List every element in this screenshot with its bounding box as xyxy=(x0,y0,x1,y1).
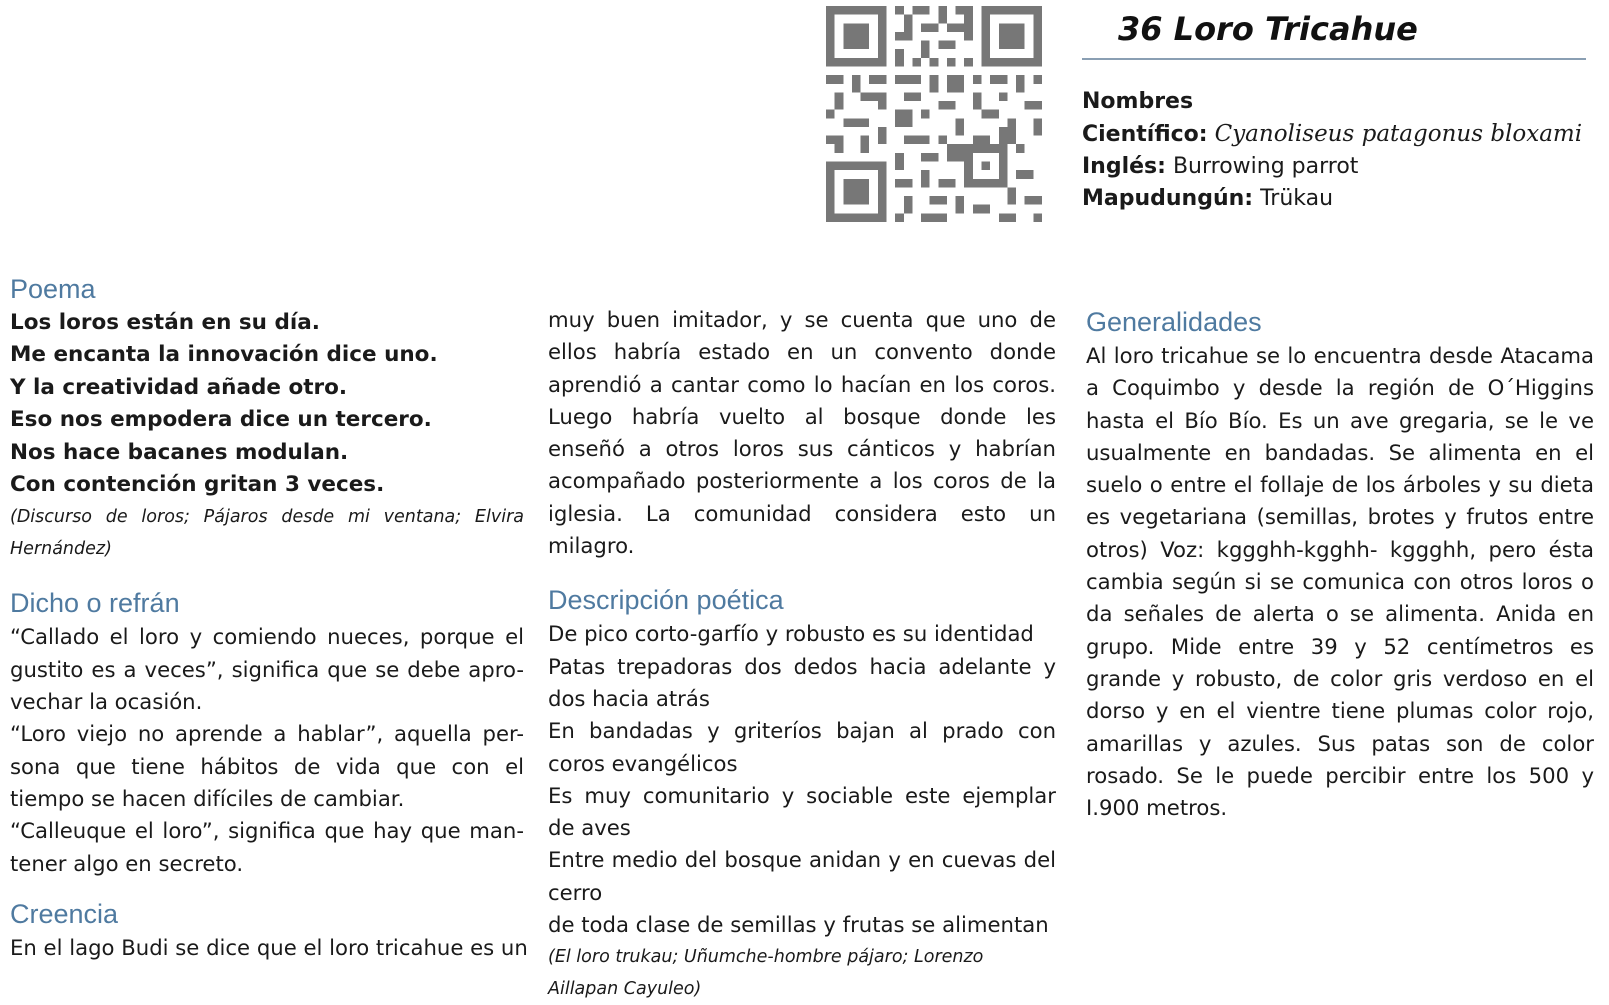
descripcion-line: Es muy comunitario y sociable este ejemplar de aves xyxy=(548,782,1056,841)
descripcion-line: De pico corto-garfío y robusto es su identidad xyxy=(548,621,1034,647)
english-name: Burrowing parrot xyxy=(1172,154,1359,179)
creencia-text-continued: muy buen imitador, y se cuenta que uno de ellos habría estado en un convento donde aprendió a cantar como lo hacían en los coros. Luego habría vuelto al bosque donde les enseñó a otros loros sus cánticos y habrían acompañado posteriormente a los coros de la iglesia. La comunidad considera esto un milagro. xyxy=(548,307,1056,559)
poem-line: Nos hace bacanes modulan. xyxy=(10,439,349,465)
descripcion-line: Entre medio del bosque anidan y en cuevas del cerro xyxy=(548,847,1056,905)
dicho-heading: Dicho o refrán xyxy=(10,588,180,619)
poem-line: Con contención gritan 3 veces. xyxy=(10,472,385,498)
descripcion-line: de toda clase de semillas y frutas se alimentan xyxy=(548,912,1049,938)
scientific-label: Científico: xyxy=(1082,122,1208,147)
descripcion-credit: (El loro trukau; Uñumche-hombre pájaro; Lorenzo Aillapan Cayuleo) xyxy=(548,947,984,1000)
scientific-name-row xyxy=(1082,118,1586,151)
english-label: Inglés: xyxy=(1082,154,1166,179)
poem-credit: (Discurso de loros; Pájaros desde mi ventana; Elvira Hernández) xyxy=(10,507,524,560)
dicho-paragraph: “Callado el loro y comiendo nueces, porque el gustito es a veces”, significa que se debe apro-vechar la ocasión. xyxy=(10,624,524,715)
scientific-name: Cyanoliseus patagonus bloxami xyxy=(1214,121,1583,147)
creencia-text-start: En el lago Budi se dice que el loro tricahue es un xyxy=(10,934,528,960)
column-right xyxy=(1086,304,1594,824)
descripcion-line: Patas trepadoras dos dedos hacia adelante y dos hacia atrás xyxy=(548,653,1056,711)
column-left xyxy=(10,271,528,964)
poem-line: Los loros están en su día. xyxy=(10,310,320,335)
column-middle xyxy=(548,304,1056,1005)
poem-line: Y la creatividad añade otro. xyxy=(10,374,348,400)
qr-code xyxy=(826,6,1042,222)
poem-line: Eso nos empodera dice un tercero. xyxy=(10,407,432,433)
poem-line: Me encanta la innovación dice uno. xyxy=(10,342,438,368)
dicho-paragraph: “Calleuque el loro”, significa que hay que man-tener algo en secreto. xyxy=(10,818,524,876)
names-block xyxy=(1082,86,1586,215)
descripcion-line: En bandadas y griteríos bajan al prado con coros evangélicos xyxy=(548,718,1056,776)
species-header xyxy=(1082,8,1586,215)
page-title: 36 Loro Tricahue xyxy=(1118,10,1418,48)
generalidades-text: Al loro tricahue se lo encuentra desde Atacama a Coquimbo y desde la región de O´Higgins hasta el Bío Bío. Es un ave gregaria, se le ve usualmente en bandadas. Se alimenta en el suelo o entre el follaje de los árboles y su dieta es vegetariana (semillas, brotes y frutos entre otros) Voz: kggghh-kgghh- kggghh, pero ésta cambia según si se comunica con otros loros o da señales de alerta o se alimenta. Anida en grupo. Mide entre 39 y 52 centímetros es grande y robusto, de color gris verdoso en el dorso y en el vientre tiene plumas color rojo, amarillas y azules. Sus patas son de color rosado. Se le puede percibir entre los 500 y I.900 metros. xyxy=(1086,343,1594,821)
mapudungun-name: Trükau xyxy=(1260,186,1334,211)
descripcion-heading: Descripción poética xyxy=(548,585,784,616)
mapudungun-label: Mapudungún: xyxy=(1082,186,1254,211)
title-divider xyxy=(1082,58,1586,60)
mapudungun-name-row xyxy=(1082,183,1586,215)
dicho-paragraph: “Loro viejo no aprende a hablar”, aquella per-sona que tiene hábitos de vida que con el tiempo se hacen difíciles de cambiar. xyxy=(10,721,524,811)
poema-heading: Poema xyxy=(10,274,96,304)
names-heading: Nombres xyxy=(1082,89,1194,114)
english-name-row xyxy=(1082,151,1586,183)
creencia-heading: Creencia xyxy=(10,898,119,929)
generalidades-heading: Generalidades xyxy=(1086,307,1262,337)
